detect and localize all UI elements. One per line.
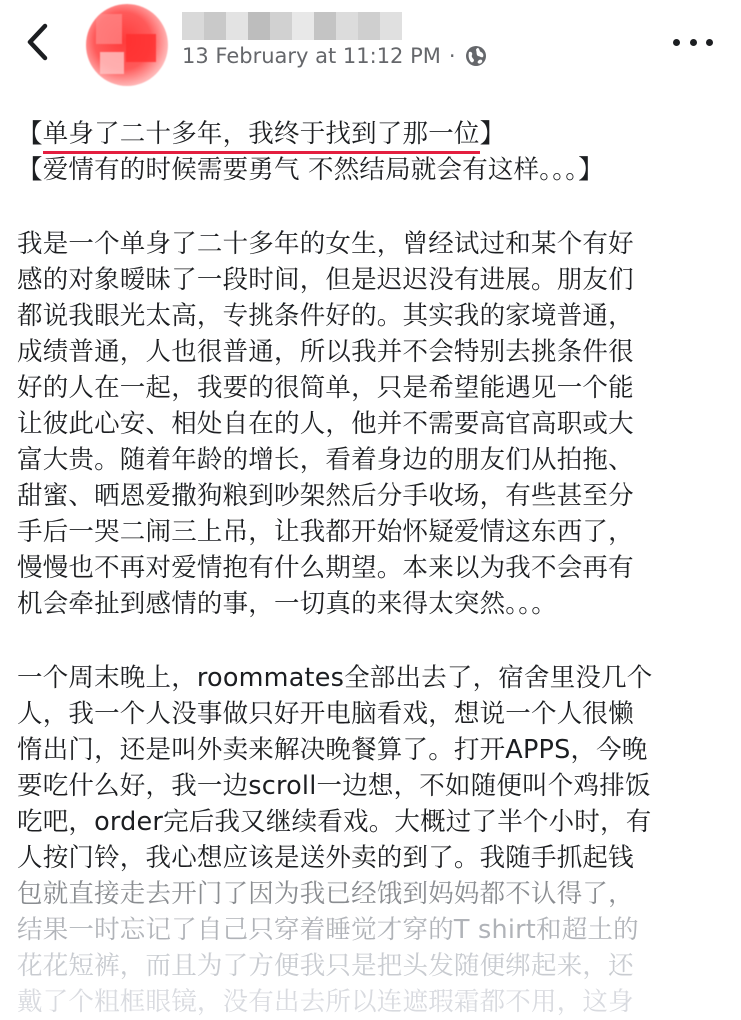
- meta-separator: ·: [448, 44, 456, 68]
- post-header: [0, 0, 741, 100]
- chevron-left-icon: [25, 22, 51, 62]
- text-line: 富大贵。随着年龄的增长，看着身边的朋友们从拍拖、: [17, 445, 634, 475]
- avatar[interactable]: [86, 4, 168, 86]
- text-line: 感的对象暧昧了一段时间，但是迟迟没有进展。朋友们: [17, 265, 634, 295]
- post-timestamp[interactable]: 13 February at 11:12 PM: [182, 44, 441, 68]
- text-line: 成绩普通，人也很普通，所以我并不会特别去挑条件很: [17, 337, 634, 367]
- text-line-faded: 花花短裤，而且为了方便我只是把头发随便绑起来，还: [17, 951, 634, 981]
- back-button[interactable]: [18, 22, 58, 62]
- text-line: 吃吧，order完后我又继续看戏。大概过了半个小时，有: [17, 807, 652, 837]
- text-line: 好的人在一起，我要的很简单，只是希望能遇见一个能: [17, 373, 634, 403]
- text-line: 要吃什么好，我一边scroll一边想，不如随便叫个鸡排饭: [17, 771, 651, 801]
- text-line: 机会牵扯到感情的事，一切真的来得太突然。。。: [17, 589, 557, 619]
- text-line: 一个周末晚上，roommates全部出去了，宿舍里没几个: [17, 663, 653, 693]
- more-dot-icon: [690, 39, 697, 46]
- post-body: [17, 116, 729, 1020]
- text-line: 让彼此心安、相处自在的人，他并不需要高官高职或大: [17, 409, 634, 439]
- more-dot-icon: [706, 39, 713, 46]
- text-line: 慢慢也不再对爱情抱有什么期望。本来以为我不会再有: [17, 553, 634, 583]
- post-meta: [182, 44, 488, 68]
- text-line: 人，我一个人没事做只好开电脑看戏，想说一个人很懒: [17, 699, 634, 729]
- text-line: 手后一哭二闹三上吊，让我都开始怀疑爱情这东西了，: [17, 517, 634, 547]
- more-dot-icon: [673, 39, 680, 46]
- text-line: 甜蜜、晒恩爱撒狗粮到吵架然后分手收场，有些甚至分: [17, 481, 634, 511]
- text-line: 都说我眼光太高，专挑条件好的。其实我的家境普通，: [17, 301, 634, 331]
- text-line-faded: 戴了个粗框眼镜，没有出去所以连遮瑕霜都不用，这身: [17, 987, 634, 1017]
- post-title-line-1: 【单身了二十多年，我终于找到了那一位】: [17, 116, 729, 152]
- text-line-faded: 包就直接走去开门了因为我已经饿到妈妈都不认得了，: [17, 879, 634, 909]
- post-title-line-2: 【爱情有的时候需要勇气 不然结局就会有这样。。。】: [17, 155, 604, 185]
- more-options-button[interactable]: [673, 30, 713, 54]
- author-name-redacted[interactable]: [182, 12, 402, 40]
- text-line: 惰出门，还是叫外卖来解决晚餐算了。打开APPS，今晚: [17, 735, 648, 765]
- post-paragraph-1: [17, 226, 729, 622]
- post-title-highlight: 单身了二十多年，我终于找到了那一位: [43, 119, 480, 154]
- text-line: 人按门铃，我心想应该是送外卖的到了。我随手抓起钱: [17, 843, 634, 873]
- globe-icon[interactable]: [464, 44, 488, 68]
- text-line-faded: 结果一时忘记了自己只穿着睡觉才穿的T shirt和超土的: [17, 915, 639, 945]
- text-line: 我是一个单身了二十多年的女生，曾经试过和某个有好: [17, 229, 634, 259]
- post-paragraph-2: [17, 660, 729, 1020]
